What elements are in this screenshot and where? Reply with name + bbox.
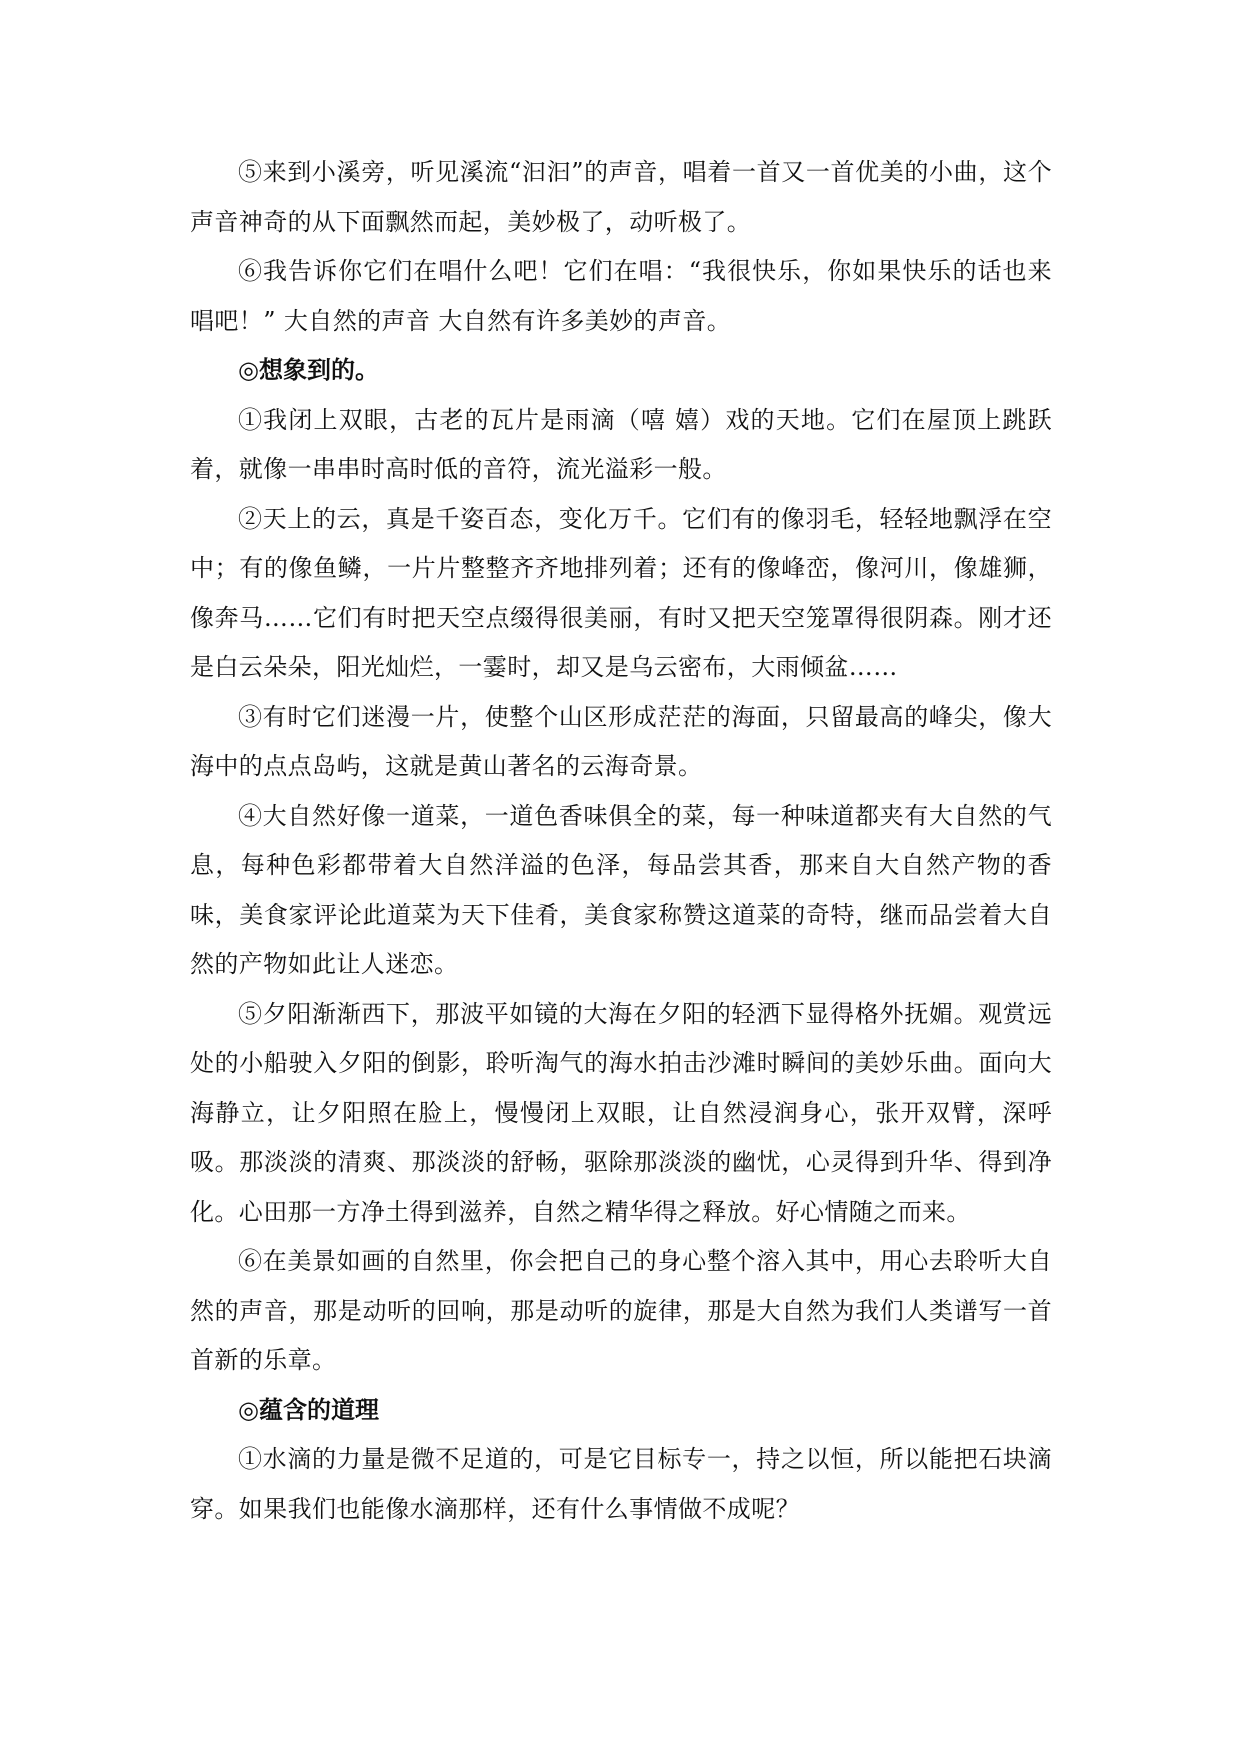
paragraph-rain-tiles: ①我闭上双眼，古老的瓦片是雨滴（嘻 嬉）戏的天地。它们在屋顶上跳跃着，就像一串串时高时低的音符，流光溢彩一般。 xyxy=(190,405,1052,483)
paragraph-singing: ⑥我告诉你它们在唱什么吧！它们在唱：“我很快乐，你如果快乐的话也来唱吧！” 大自然的声音 大自然有许多美妙的声音。 xyxy=(190,257,1052,335)
document-page xyxy=(190,148,1052,1534)
paragraph-nature-music: ⑥在美景如画的自然里，你会把自己的身心整个溶入其中，用心去聆听大自然的声音，那是动听的回响，那是动听的旋律，那是大自然为我们人类谱写一首首新的乐章。 xyxy=(190,1247,1052,1374)
paragraph-clouds: ②天上的云，真是千姿百态，变化万千。它们有的像羽毛，轻轻地飘浮在空中；有的像鱼鳞，一片片整整齐齐地排列着；还有的像峰峦，像河川，像雄狮，像奔马……它们有时把天空点缀得很美丽，有时又把天空笼罩得很阴森。刚才还是白云朵朵，阳光灿烂，一霎时，却又是乌云密布，大雨倾盆…… xyxy=(190,504,1052,681)
paragraph-cloud-sea: ③有时它们迷漫一片，使整个山区形成茫茫的海面，只留最高的峰尖，像大海中的点点岛屿，这就是黄山著名的云海奇景。 xyxy=(190,702,1052,780)
paragraph-stream-sound: ⑤来到小溪旁，听见溪流“汩汩”的声音，唱着一首又一首优美的小曲，这个声音神奇的从下面飘然而起，美妙极了，动听极了。 xyxy=(190,158,1052,236)
section-heading-imagined: ◎想象到的。 xyxy=(238,356,379,384)
paragraph-sunset-sea: ⑤夕阳渐渐西下，那波平如镜的大海在夕阳的轻洒下显得格外抚媚。观赏远处的小船驶入夕阳的倒影，聆听淘气的海水拍击沙滩时瞬间的美妙乐曲。面向大海静立，让夕阳照在脸上，慢慢闭上双眼，让自然浸润身心，张开双臂，深呼吸。那淡淡的清爽、那淡淡的舒畅，驱除那淡淡的幽忧，心灵得到升华、得到净化。心田那一方净土得到滋养，自然之精华得之释放。好心情随之而来。 xyxy=(190,999,1052,1226)
section-heading-principle: ◎蕴含的道理 xyxy=(238,1395,379,1424)
paragraph-water-drop: ①水滴的力量是微不足道的，可是它目标专一，持之以恒，所以能把石块滴穿。如果我们也能像水滴那样，还有什么事情做不成呢？ xyxy=(190,1445,1052,1523)
paragraph-nature-dish: ④大自然好像一道菜，一道色香味俱全的菜，每一种味道都夹有大自然的气息，每种色彩都带着大自然洋溢的色泽，每品尝其香，那来自大自然产物的香味，美食家评论此道菜为天下佳肴，美食家称赞这道菜的奇特，继而品尝着大自然的产物如此让人迷恋。 xyxy=(190,801,1052,978)
